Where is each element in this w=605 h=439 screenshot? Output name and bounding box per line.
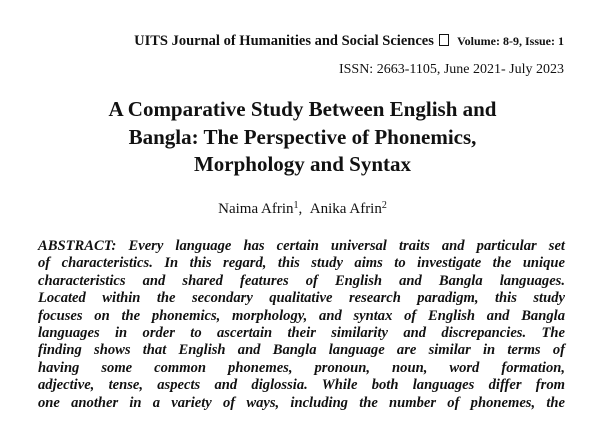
author-affiliation: 2 xyxy=(381,200,387,211)
article-title xyxy=(40,96,565,179)
abstract-line: ABSTRACT: Every language has certain universal traits and particular set xyxy=(38,238,565,254)
abstract-line: languages in order to ascertain their similarity and discrepancies. The xyxy=(38,325,565,342)
author-list xyxy=(0,201,605,218)
journal-header xyxy=(134,33,564,50)
abstract-line: finding shows that English and Bangla language are similar in terms of xyxy=(38,342,565,359)
title-line: A Comparative Study Between English and xyxy=(108,97,497,121)
abstract-line: Located within the secondary qualitative research paradigm, this study xyxy=(38,290,565,307)
issn-date-line: ISSN: 2663-1105, June 2021- July 2023 xyxy=(338,62,564,77)
abstract-line: adjective, tense, aspects and diglossia. While both languages differ from xyxy=(38,377,565,394)
abstract-line: characteristics and shared features of English and Bangla languages. xyxy=(38,272,565,289)
abstract-line: focuses on the phonemics, morphology, and syntax of English and Bangla xyxy=(38,307,565,324)
abstract-line: of characteristics. In this regard, this study aims to investigate the unique xyxy=(38,255,565,272)
author-affiliation: 1 xyxy=(293,200,299,211)
abstract xyxy=(38,238,565,412)
author-name: Naima Afrin xyxy=(218,201,294,217)
title-line: Morphology and Syntax xyxy=(193,152,412,176)
abstract-line: one another in a variety of ways, including the number of phonemes, the xyxy=(38,394,565,411)
journal-name: UITS Journal of Humanities and Social Sciences xyxy=(134,33,434,49)
volume-issue: Volume: 8-9, Issue: 1 xyxy=(457,34,564,48)
abstract-line: having some common phonemes, pronoun, noun, word formation, xyxy=(38,359,565,376)
author-name: Anika Afrin xyxy=(309,201,382,217)
box-separator-icon xyxy=(439,34,449,46)
author-separator: , xyxy=(298,201,310,217)
title-line: Bangla: The Perspective of Phonemics, xyxy=(128,124,477,149)
